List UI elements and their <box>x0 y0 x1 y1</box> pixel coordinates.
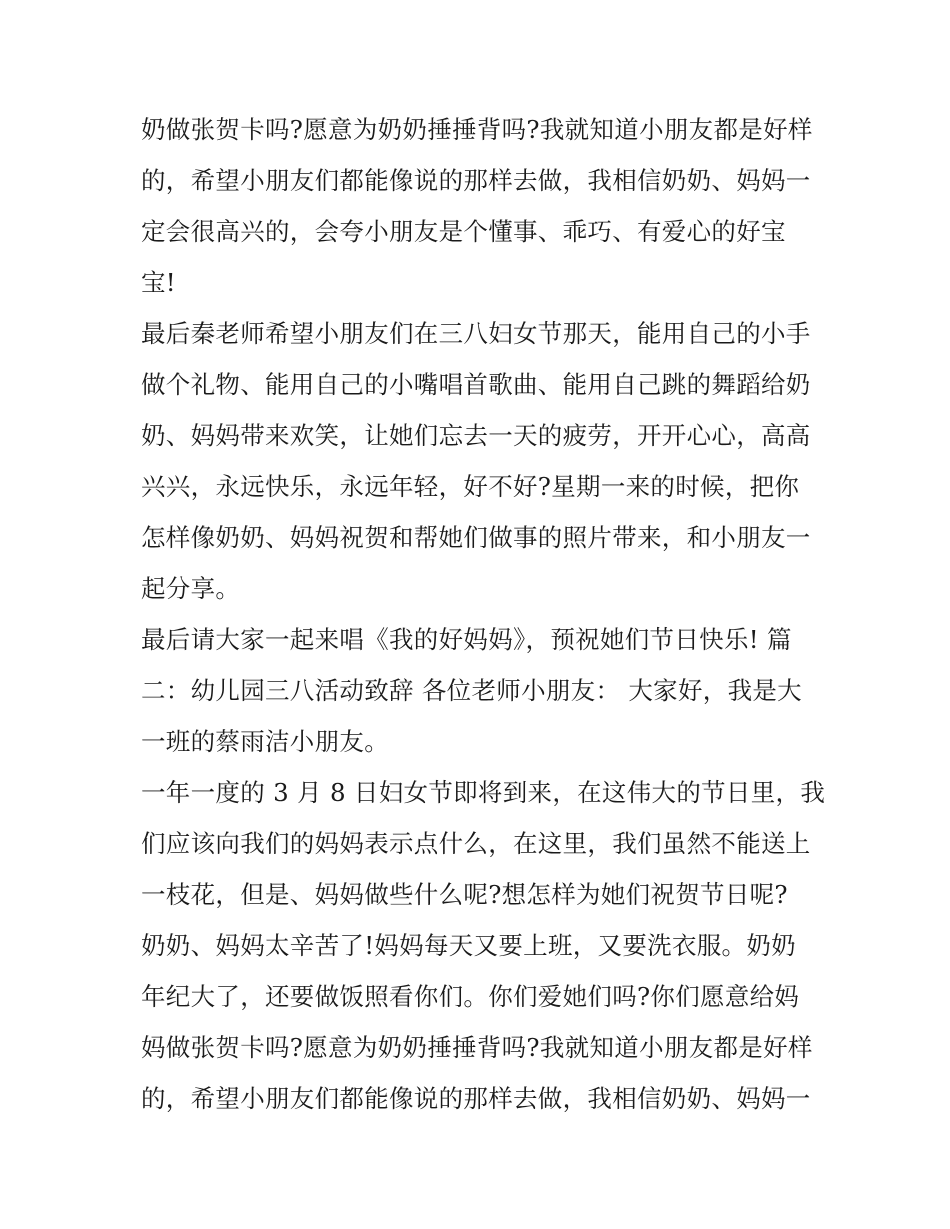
text-line: 最后请大家一起来唱《我的好妈妈》，预祝她们节日快乐! 篇 <box>141 625 792 654</box>
text-line: 妈做张贺卡吗?愿意为奶奶捶捶背吗?我就知道小朋友都是好样 <box>141 1033 813 1062</box>
text-line: 一班的蔡雨洁小朋友。 <box>141 727 389 756</box>
text-line: 的，希望小朋友们都能像说的那样去做，我相信奶奶、妈妈一 <box>141 1084 811 1113</box>
text-line: 一枝花，但是、妈妈做些什么呢?想怎样为她们祝贺节日呢? <box>141 880 788 909</box>
text-line: 最后秦老师希望小朋友们在三八妇女节那天，能用自己的小手 <box>141 319 811 348</box>
text-line: 做个礼物、能用自己的小嘴唱首歌曲、能用自己跳的舞蹈给奶 <box>141 370 811 399</box>
text-line: 宝! <box>141 268 176 297</box>
text-line: 兴兴，永远快乐，永远年轻，好不好?星期一来的时候，把你 <box>141 472 800 501</box>
text-line: 定会很高兴的，会夸小朋友是个懂事、乖巧、有爱心的好宝 <box>141 217 786 246</box>
text-line: 二：幼儿园三八活动致辞 各位老师小朋友： 大家好，我是大 <box>141 676 802 705</box>
text-line: 奶做张贺卡吗?愿意为奶奶捶捶背吗?我就知道小朋友都是好样 <box>141 115 813 144</box>
text-line: 奶、妈妈带来欢笑，让她们忘去一天的疲劳，开开心心，高高 <box>141 421 811 450</box>
text-line: 起分享。 <box>141 574 241 603</box>
text-line: 奶奶、妈妈太辛苦了!妈妈每天又要上班，又要洗衣服。奶奶 <box>141 931 796 960</box>
text-line: 一年一度的 3 月 8 日妇女节即将到来，在这伟大的节日里，我 <box>141 778 826 807</box>
document-body <box>141 104 826 1124</box>
text-line: 的，希望小朋友们都能像说的那样去做，我相信奶奶、妈妈一 <box>141 166 811 195</box>
text-line: 们应该向我们的妈妈表示点什么，在这里，我们虽然不能送上 <box>141 829 811 858</box>
text-line: 年纪大了，还要做饭照看你们。你们爱她们吗?你们愿意给妈 <box>141 982 800 1011</box>
text-line: 怎样像奶奶、妈妈祝贺和帮她们做事的照片带来，和小朋友一 <box>141 523 811 552</box>
